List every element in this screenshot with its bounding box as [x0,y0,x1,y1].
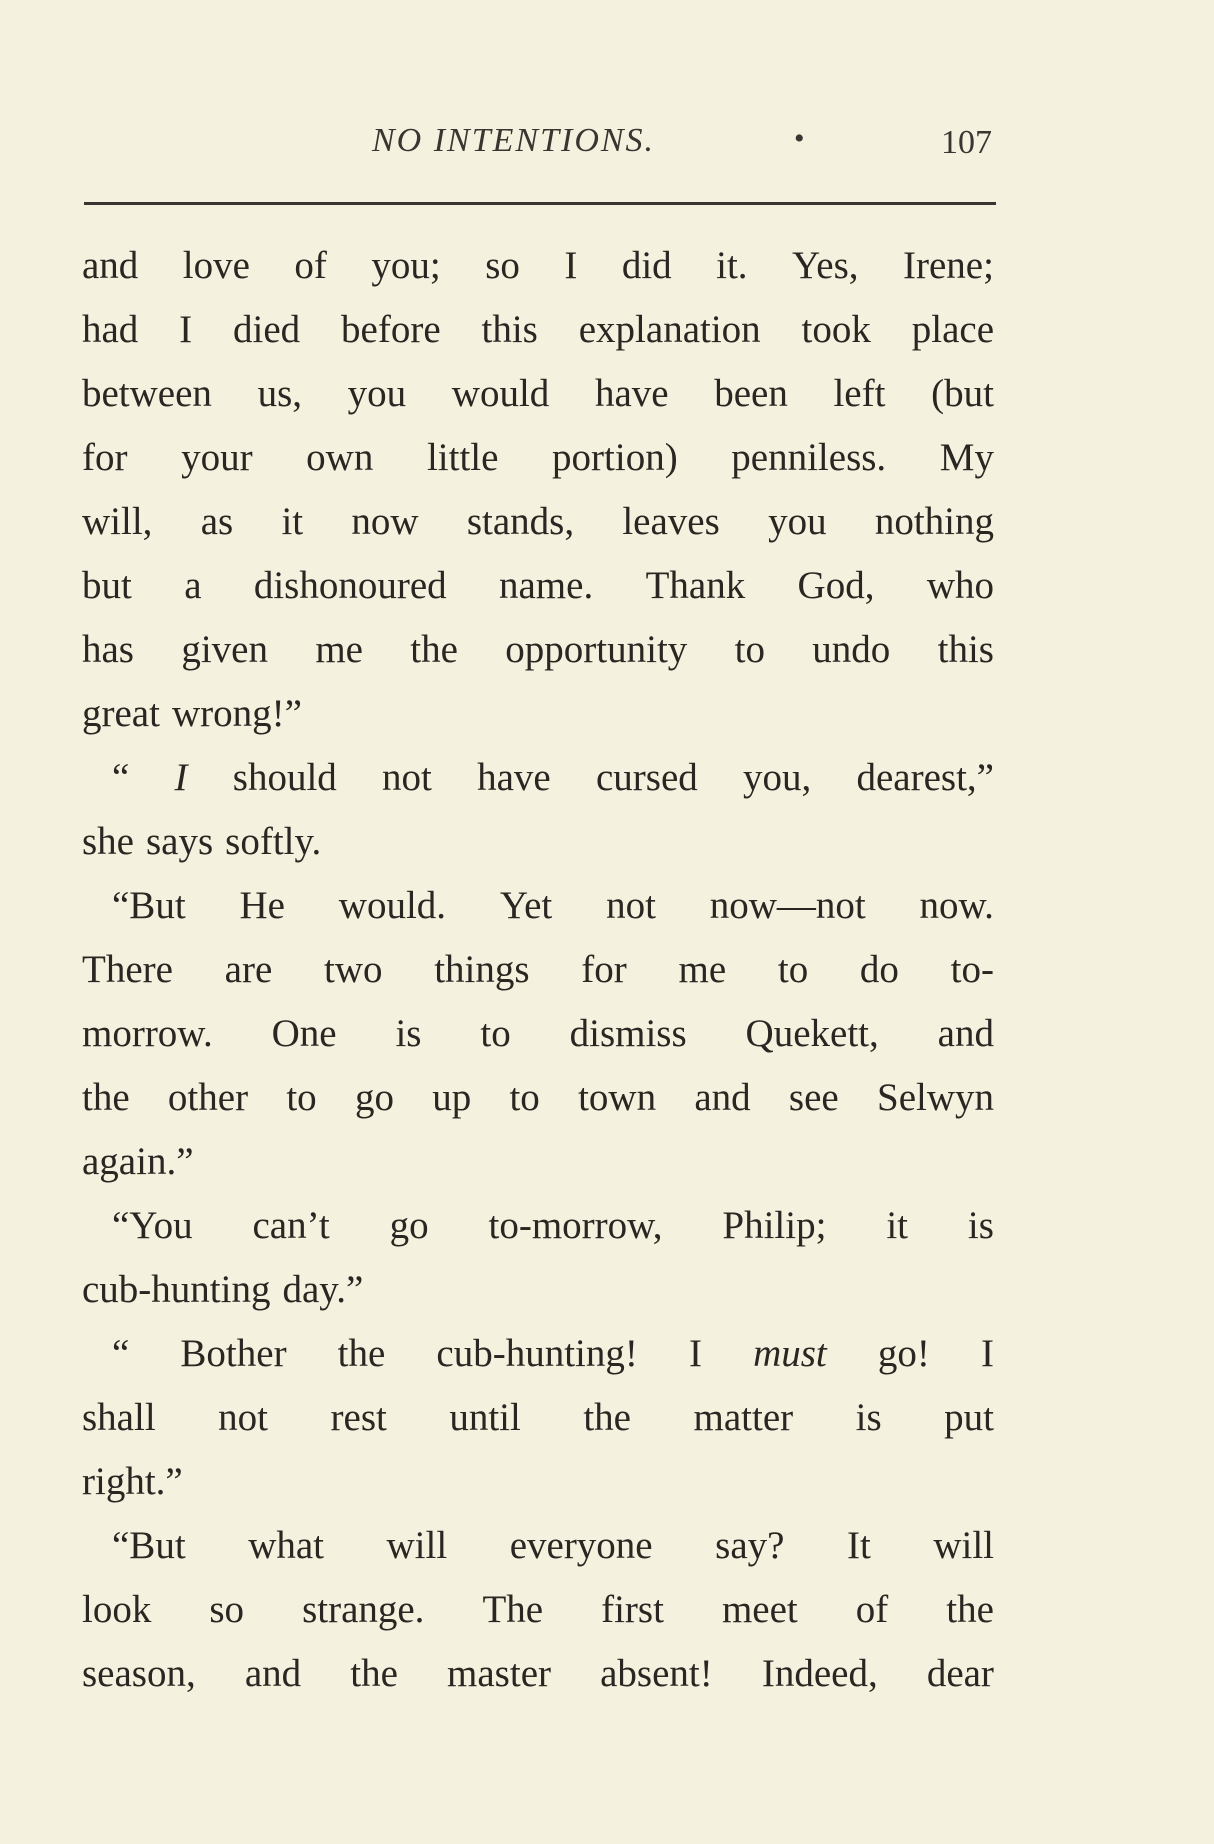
word: There [82,948,173,991]
word: your [181,436,253,479]
running-title: NO INTENTIONS. [372,122,656,159]
word: shall [82,1396,156,1439]
running-head [82,118,992,168]
word: things [434,948,530,991]
word: you [768,500,827,543]
word: dear [926,1652,994,1695]
word: matter [693,1396,794,1439]
text-line [82,1450,994,1514]
text-line [82,1386,994,1450]
word: go [354,1076,394,1119]
text-line [82,554,994,618]
word: Quekett, [745,1012,879,1055]
word: Yes, [792,244,859,287]
word: I [564,244,578,287]
word: this [937,628,994,671]
word: for [581,948,627,991]
word: is [855,1396,882,1439]
word: must [753,1332,827,1375]
header-rule [84,202,996,205]
word: look [82,1588,152,1631]
word: will [933,1524,994,1567]
word: did [621,244,672,287]
word: been [714,372,788,415]
text-line [82,1258,994,1322]
word: morrow. [82,1012,213,1055]
word: meet [721,1588,798,1631]
word: for [82,436,128,479]
word: softly. [225,820,322,863]
text-line [82,234,994,298]
word: day.” [282,1268,364,1311]
word: dishonoured [253,564,447,607]
word: Bother [180,1332,287,1375]
word: had [82,308,139,351]
word: cub-hunting! [436,1332,638,1375]
word: the [350,1652,398,1695]
word: it. [716,244,748,287]
word: “But [112,884,186,927]
word: up [432,1076,472,1119]
word: Yet [499,884,553,927]
word: to- [950,948,994,991]
text-line [82,874,994,938]
word: before [341,308,441,351]
word: God, [797,564,875,607]
text-line [82,1322,994,1386]
word: to [480,1012,511,1055]
word: Selwyn [877,1076,994,1119]
word: can’t [252,1204,330,1247]
word: to-morrow, [488,1204,663,1247]
word: the [82,1076,130,1119]
word: see [788,1076,839,1119]
word: The [482,1588,544,1631]
word: so [485,244,520,287]
word: again.” [82,1140,194,1183]
word: the [583,1396,631,1439]
word: is [395,1012,422,1055]
word: Irene; [902,244,994,287]
word: have [477,756,551,799]
word: town [578,1076,657,1119]
word: “ [112,1332,130,1375]
word: of [855,1588,889,1631]
word: the [410,628,458,671]
word: go [389,1204,429,1247]
word: until [449,1396,521,1439]
word: would [451,372,550,415]
word: Philip; [722,1204,827,1247]
word: cub-hunting [82,1268,271,1311]
body-text [82,234,994,1706]
word: “But [112,1524,186,1567]
word: love [182,244,250,287]
word: (but [931,372,994,415]
word: not [606,884,656,927]
word: do [859,948,899,991]
word: is [967,1204,994,1247]
word: will [386,1524,448,1567]
word: between [82,372,212,415]
word: what [248,1524,324,1567]
word: “You [112,1204,193,1247]
text-line [82,810,994,874]
word: of [294,244,327,287]
header-ornament: • [794,122,805,155]
text-line [82,490,994,554]
word: dismiss [569,1012,687,1055]
text-line [82,1002,994,1066]
word: now [351,500,419,543]
word: Thank [645,564,746,607]
word: I [980,1332,994,1375]
word: and [244,1652,302,1695]
word: says [146,820,214,863]
word: place [911,308,994,351]
word: you [347,372,407,415]
word: who [926,564,994,607]
page-number: 107 [941,124,992,161]
word: leaves [622,500,720,543]
word: I [688,1332,702,1375]
word: put [944,1396,994,1439]
word: you, [743,756,812,799]
word: and [694,1076,751,1119]
word: first [601,1588,664,1631]
word: My [939,436,994,479]
word: great [82,692,160,735]
word: as [200,500,234,543]
word: but [82,564,132,607]
word: to [777,948,809,991]
word: master [447,1652,551,1695]
word: say? [715,1524,785,1567]
word: now—not [709,884,866,927]
word: wrong!” [171,692,302,735]
word: it [281,500,304,543]
word: me [678,948,727,991]
word: given [181,628,268,671]
word: stands, [466,500,575,543]
word: took [801,308,871,351]
word: two [323,948,383,991]
word: explanation [578,308,761,351]
word: and [82,244,139,287]
word: to [509,1076,540,1119]
word: other [167,1076,249,1119]
word: she [82,820,134,863]
word: to [286,1076,317,1119]
text-line [82,618,994,682]
word: will, [82,500,153,543]
word: a [184,564,202,607]
word: to [734,628,765,671]
text-line [82,1130,994,1194]
word: little [426,436,499,479]
word: not [382,756,432,799]
word: so [209,1588,245,1631]
word: are [224,948,273,991]
text-line [82,1514,994,1578]
word: has [82,628,134,671]
word: have [594,372,669,415]
text-line [82,1066,994,1130]
word: not [218,1396,269,1439]
word: go! [877,1332,930,1375]
word: absent! [600,1652,713,1695]
word: the [337,1332,386,1375]
word: this [481,308,538,351]
text-line [82,1578,994,1642]
word: should [232,756,337,799]
word: and [937,1012,994,1055]
text-line [82,1642,994,1706]
text-line [82,938,994,1002]
word: now. [919,884,994,927]
word: name. [499,564,594,607]
word: He [239,884,285,927]
word: me [315,628,363,671]
word: cursed [595,756,698,799]
word: strange. [302,1588,425,1631]
word: right.” [82,1460,183,1503]
text-line [82,298,994,362]
word: I [174,756,188,799]
word: own [306,436,374,479]
word: opportunity [505,628,688,671]
word: undo [812,628,891,671]
word: us, [257,372,303,415]
word: portion) [552,436,678,479]
word: died [233,308,301,351]
word: everyone [509,1524,653,1567]
word: Indeed, [761,1652,878,1695]
word: season, [82,1652,196,1695]
text-line [82,362,994,426]
word: you; [371,244,441,287]
word: would. [338,884,447,927]
text-line [82,746,994,810]
text-line [82,426,994,490]
word: the [946,1588,994,1631]
word: It [846,1524,871,1567]
word: “ [112,756,130,799]
word: nothing [874,500,994,543]
text-line [82,1194,994,1258]
text-line [82,682,994,746]
word: rest [330,1396,387,1439]
word: penniless. [731,436,887,479]
word: dearest,” [856,756,994,799]
word: it [886,1204,909,1247]
word: I [179,308,193,351]
word: One [271,1012,337,1055]
word: left [833,372,886,415]
